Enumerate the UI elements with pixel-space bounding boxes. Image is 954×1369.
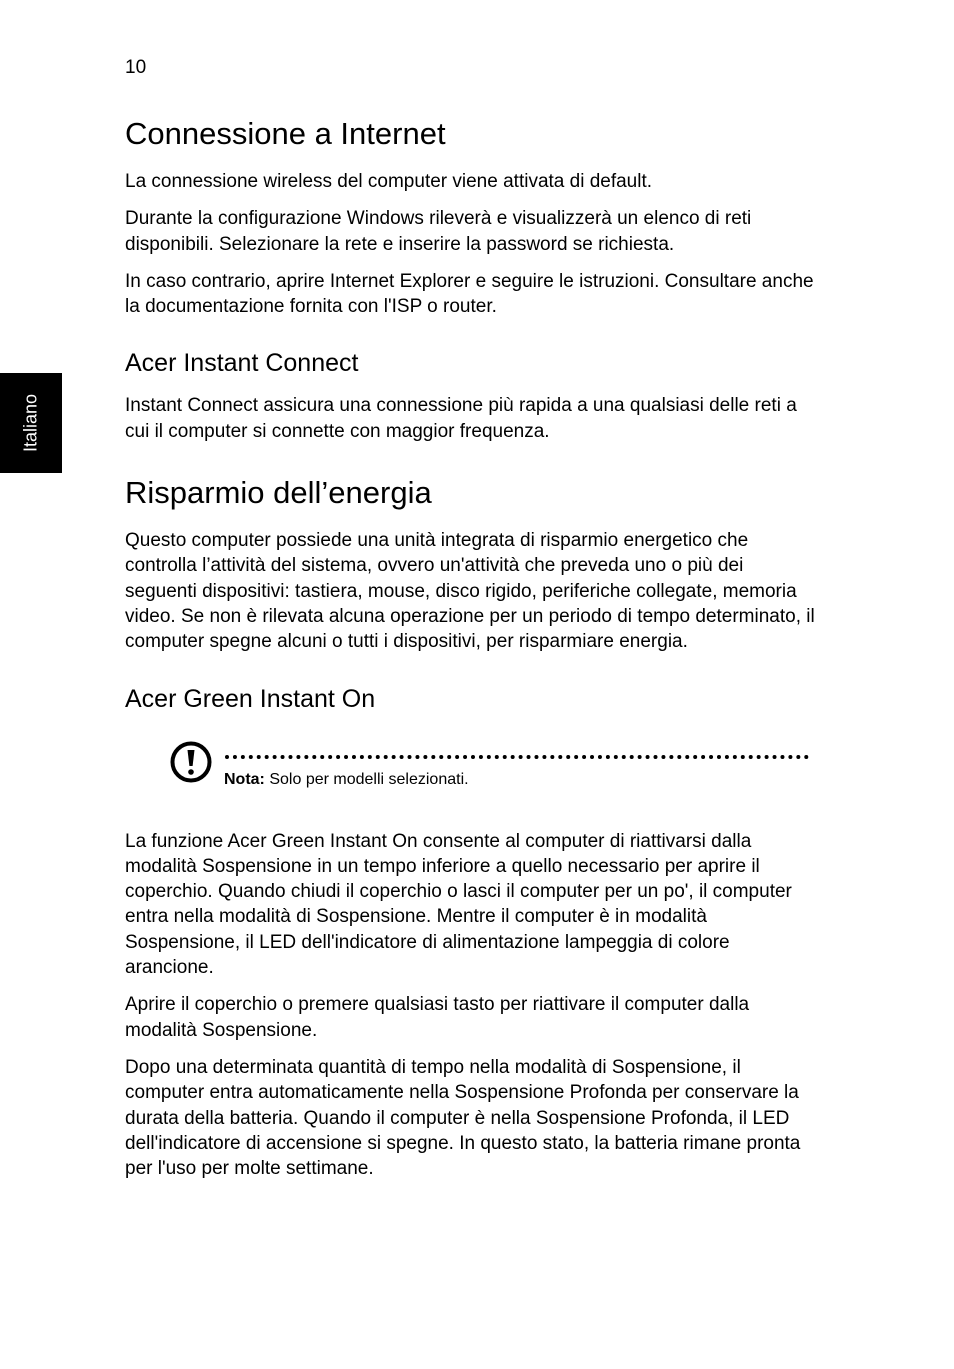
heading-internet: Connessione a Internet [125,116,446,151]
language-side-tab-label: Italiano [20,393,41,453]
paragraph-green-3: Dopo una determinata quantità di tempo nella modalità di Sospensione, il computer entra automaticamente nella Sospensione Profonda per conservare la durata della batteria. Quando il computer è nella Sospensione Profonda, il LED dell'indicatore di accensione si spegne. In questo stato, la batteria rimane pronta per l'uso per molte settimane. [125,1056,801,1180]
heading-green-instant-on: Acer Green Instant On [125,684,376,713]
language-side-tab [0,373,62,473]
note-label: Nota: [224,770,265,788]
note-text [224,771,469,789]
page-number: 10 [125,57,147,78]
paragraph-internet-2: Durante la configurazione Windows rileverà e visualizzerà un elenco di reti disponibili. Selezionare la rete e inserire la password se richiesta. [125,208,752,255]
heading-instant-connect: Acer Instant Connect [125,349,359,378]
paragraph-energy-1: Questo computer possiede una unità integrata di risparmio energetico che controlla l’attività del sistema, ovvero un'attività che preveda uno o più dei seguenti dispositivi: tastiera, mouse, disco rigido, periferiche collegate, memoria video. Se non è rilevata alcuna operazione per un periodo di tempo determinato, il computer spegne alcuni o tutti i dispositivi, per risparmiare energia. [125,530,815,653]
heading-energy: Risparmio dell’energia [125,475,432,511]
note-box [125,729,815,807]
page-content [125,115,815,1193]
paragraph-green-2: Aprire il coperchio o premere qualsiasi tasto per riattivare il computer dalla modalità Sospensione. [125,994,750,1041]
note-dotted-rule [225,755,809,759]
note-body: Solo per modelli selezionati. [269,770,469,788]
paragraph-internet-1: La connessione wireless del computer viene attivata di default. [125,171,653,192]
paragraph-instant-connect-1: Instant Connect assicura una connessione più rapida a una qualsiasi delle reti a cui il computer si connette con maggior frequenza. [125,395,797,442]
paragraph-internet-3: In caso contrario, aprire Internet Explorer e seguire le istruzioni. Consultare anche la documentazione fornita con l'ISP o router. [125,270,814,318]
exclamation-circle-icon [170,741,212,783]
paragraph-green-1: La funzione Acer Green Instant On consente al computer di riattivarsi dalla modalità Sospensione in un tempo inferiore a quello necessario per aprire il coperchio. Quando chiudi il coperchio o lasci il computer per un po', il computer entra nella modalità di Sospensione. Mentre il computer è in modalità Sospensione, il LED dell'indicatore di alimentazione lampeggia di colore arancione. [125,830,792,979]
